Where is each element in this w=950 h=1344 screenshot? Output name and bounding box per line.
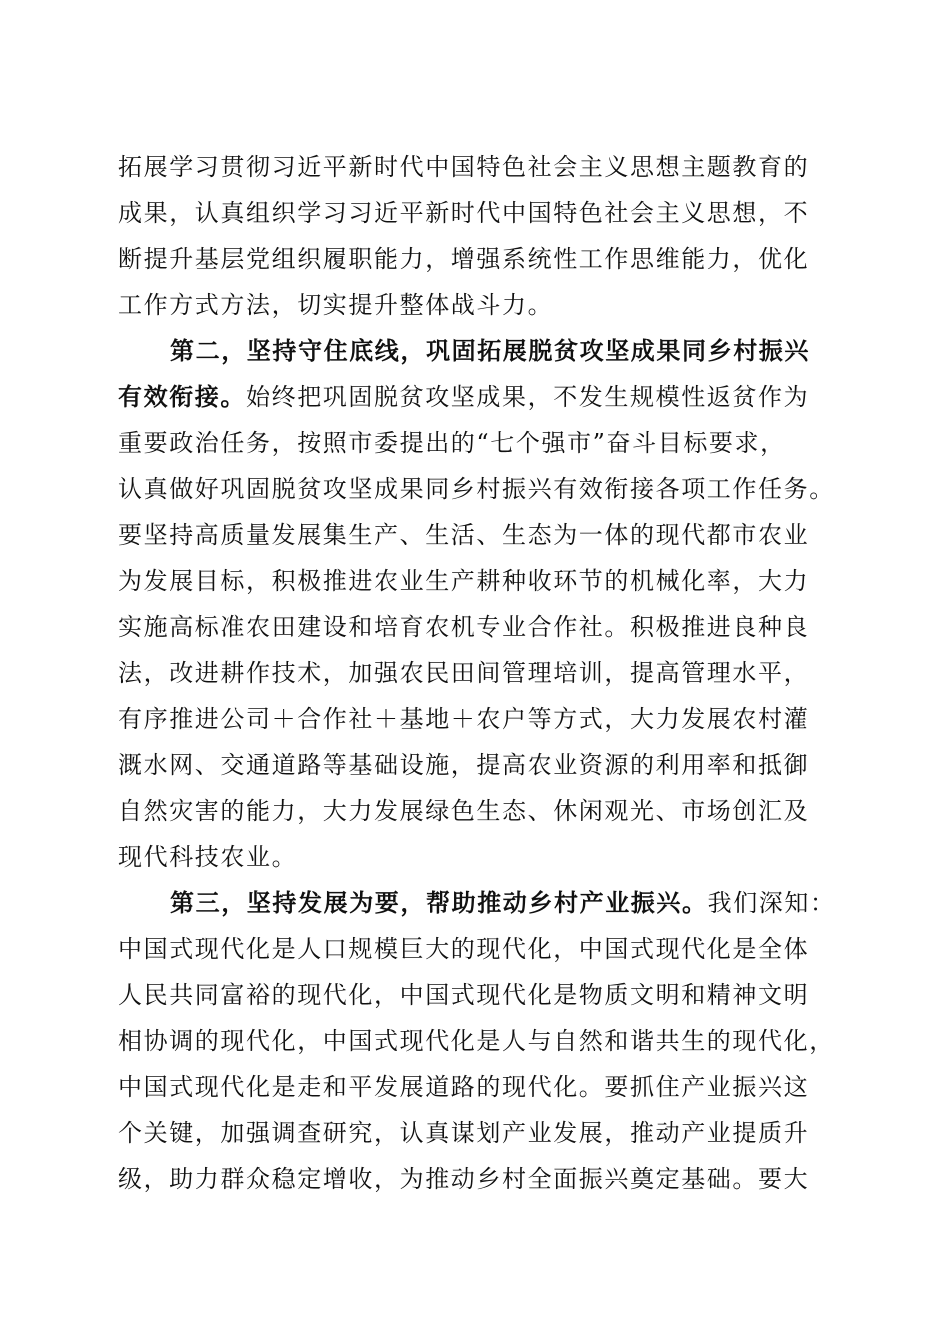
text-line: 为发展目标，积极推进农业生产耕种收环节的机械化率，大力 bbox=[118, 567, 810, 595]
paragraph-1 bbox=[118, 144, 834, 328]
text-line: 实施高标准农田建设和培育农机专业合作社。积极推进良种良 bbox=[118, 613, 810, 641]
paragraph-2 bbox=[118, 328, 834, 880]
text-line bbox=[118, 880, 834, 926]
text-line: 中国式现代化是人口规模巨大的现代化，中国式现代化是全体 bbox=[118, 935, 810, 963]
text-line: 工作方式方法，切实提升整体战斗力。 bbox=[118, 291, 554, 319]
text-line: 自然灾害的能力，大力发展绿色生态、休闲观光、市场创汇及 bbox=[118, 797, 810, 825]
text-line: 法，改进耕作技术，加强农民田间管理培训，提高管理水平， bbox=[118, 659, 810, 687]
text-line bbox=[118, 328, 834, 374]
document-body bbox=[118, 144, 834, 1202]
text-line: 溉水网、交通道路等基础设施，提高农业资源的利用率和抵御 bbox=[118, 751, 810, 779]
text-line: 相协调的现代化，中国式现代化是人与自然和谐共生的现代化， bbox=[118, 1027, 835, 1055]
section-heading-2-end: 有效衔接。 bbox=[118, 382, 246, 411]
section-heading-3: 第三，坚持发展为要，帮助推动乡村产业振兴。 bbox=[170, 888, 708, 917]
text-line: 中国式现代化是走和平发展道路的现代化。要抓住产业振兴这 bbox=[118, 1073, 810, 1101]
section-heading-2: 第二，坚持守住底线，巩固拓展脱贫攻坚成果同乡村振兴 bbox=[170, 336, 810, 365]
text-line: 人民共同富裕的现代化，中国式现代化是物质文明和精神文明 bbox=[118, 981, 810, 1009]
text-segment: 始终把巩固脱贫攻坚成果，不发生规模性返贫作为 bbox=[246, 383, 810, 411]
text-segment: 我们深知： bbox=[707, 889, 836, 917]
text-line: 成果，认真组织学习习近平新时代中国特色社会主义思想，不 bbox=[118, 199, 810, 227]
text-line: 级，助力群众稳定增收，为推动乡村全面振兴奠定基础。要大 bbox=[118, 1165, 810, 1193]
text-line: 断提升基层党组织履职能力，增强系统性工作思维能力，优化 bbox=[118, 245, 810, 273]
paragraph-3 bbox=[118, 880, 834, 1202]
text-line bbox=[118, 374, 834, 420]
text-line: 个关键，加强调查研究，认真谋划产业发展，推动产业提质升 bbox=[118, 1119, 810, 1147]
text-line: 认真做好巩固脱贫攻坚成果同乡村振兴有效衔接各项工作任务。 bbox=[118, 475, 835, 503]
text-line: 现代科技农业。 bbox=[118, 843, 298, 871]
text-line: 拓展学习贯彻习近平新时代中国特色社会主义思想主题教育的 bbox=[118, 153, 810, 181]
text-line: 有序推进公司＋合作社＋基地＋农户等方式，大力发展农村灌 bbox=[118, 705, 810, 733]
text-line: 要坚持高质量发展集生产、生活、生态为一体的现代都市农业 bbox=[118, 521, 810, 549]
text-line: 重要政治任务，按照市委提出的“七个强市”奋斗目标要求， bbox=[118, 429, 786, 457]
